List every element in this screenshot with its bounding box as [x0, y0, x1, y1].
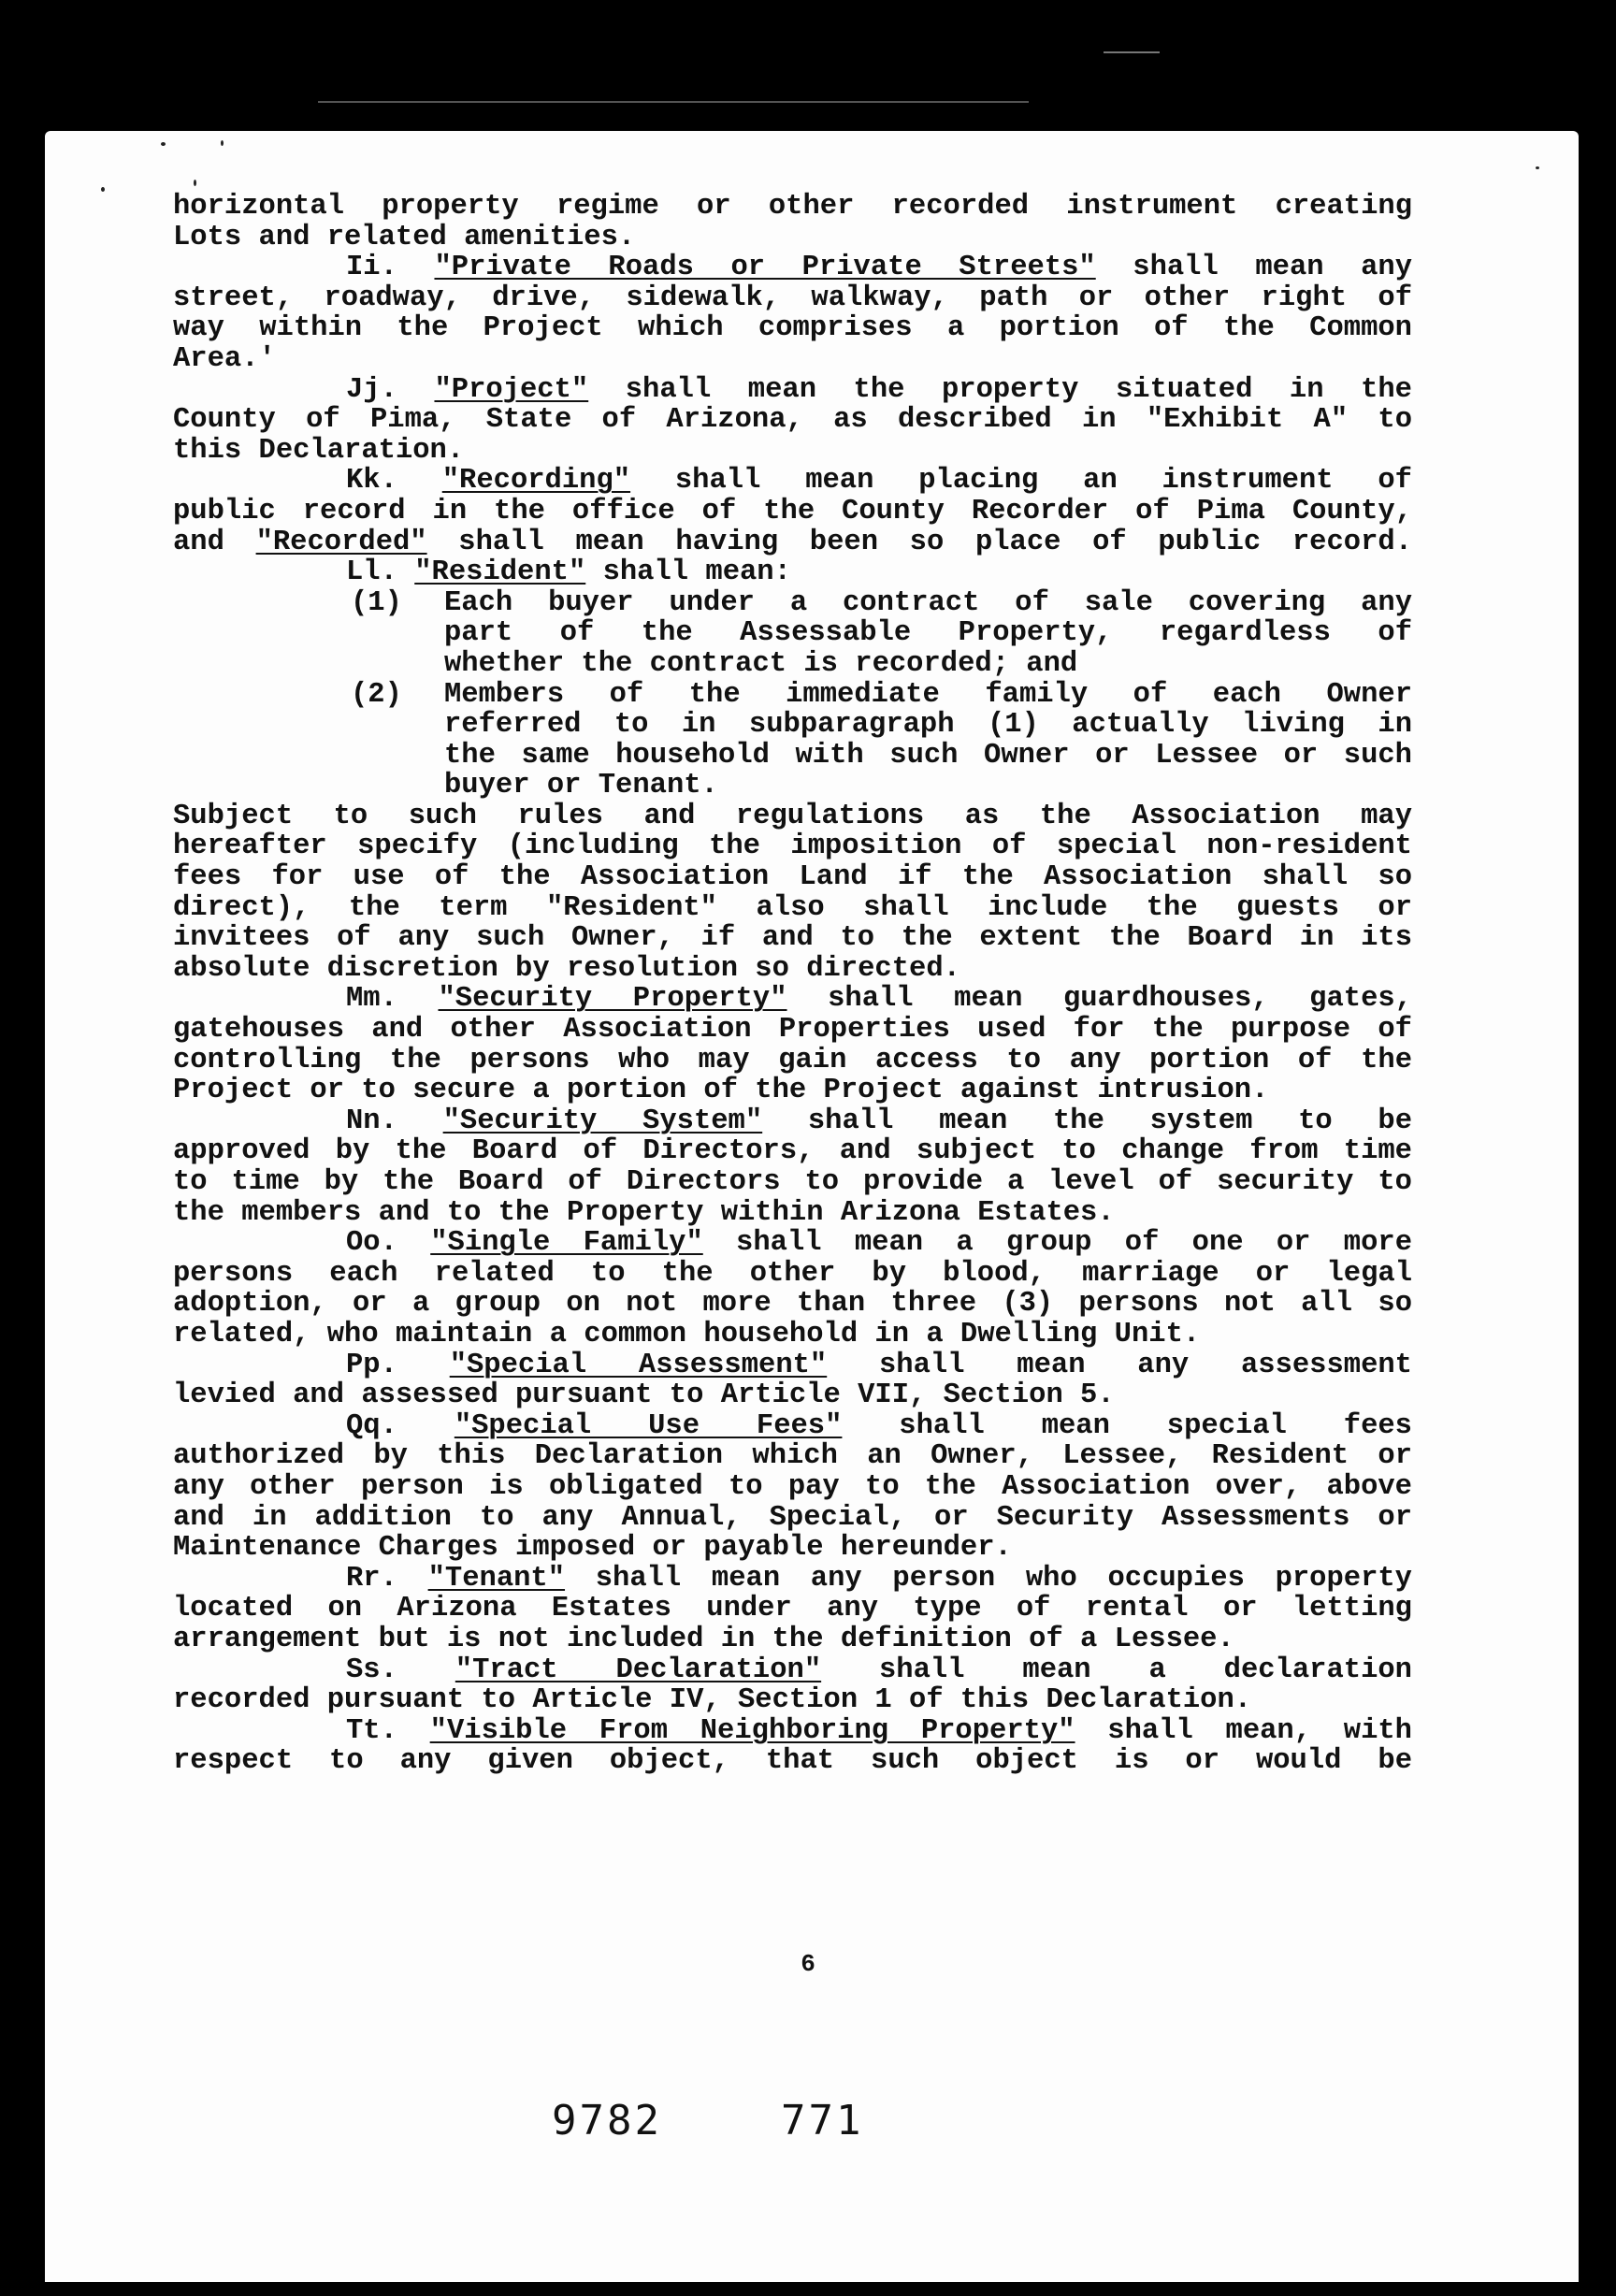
defined-term: "Tenant" [427, 1562, 566, 1595]
text-line: the members and to the Property within Arizona Estates. [173, 1196, 1115, 1229]
scan-speck [161, 142, 166, 146]
defined-term: "Single Family" [430, 1227, 703, 1260]
definition-pp: Pp. "Special Assessment" shall mean any assessment [346, 1349, 1412, 1381]
text-line: absolute discretion by resolution so directed. [173, 952, 960, 985]
text-line: approved by the Board of Directors, and subject to change from time [173, 1135, 1412, 1168]
text-line: whether the contract is recorded; and [444, 647, 1078, 680]
text-line: public record in the office of the County Recorder of Pima County, [173, 495, 1412, 527]
subparagraph-1: (1) Each buyer under a contract of sale covering any [351, 586, 1412, 619]
text-line: part of the Assessable Property, regardless of [444, 617, 1412, 650]
text-line: recorded pursuant to Article IV, Section 1 of this Declaration. [173, 1684, 1252, 1717]
recording-page-number: 771 [781, 2097, 864, 2144]
scan-speck [101, 187, 105, 192]
defined-term: "Project" [434, 373, 589, 406]
text-line: Lots and related amenities. [173, 221, 636, 253]
text-line: street, roadway, drive, sidewalk, walkway, path or other right of [173, 282, 1412, 314]
defined-term: "Security Property" [438, 983, 787, 1016]
definition-kk: Kk. "Recording" shall mean placing an instrument of [346, 465, 1412, 498]
definition-oo: Oo. "Single Family" shall mean a group of one or more [346, 1227, 1412, 1260]
defined-term: "Tract Declaration" [454, 1653, 822, 1686]
scan-speck [194, 180, 196, 186]
page-number: 6 [801, 1950, 815, 1978]
text-line: to time by the Board of Directors to provide a level of security to [173, 1166, 1412, 1198]
text-line: direct), the term "Resident" also shall include the guests or [173, 891, 1412, 924]
text-line: respect to any given object, that such object is or would be [173, 1745, 1412, 1778]
text-line: horizontal property regime or other recorded instrument creating [173, 191, 1412, 223]
text-line: way within the Project which comprises a portion of the Common [173, 312, 1412, 345]
text-line: County of Pima, State of Arizona, as described in "Exhibit A" to [173, 404, 1412, 437]
definition-ll: Ll. "Resident" shall mean: [346, 556, 791, 589]
defined-term: "Resident" [414, 556, 586, 589]
subparagraph-2: (2) Members of the immediate family of each Owner [351, 678, 1412, 711]
text-line: controlling the persons who may gain access to any portion of the [173, 1044, 1412, 1076]
defined-term: "Special Assessment" [449, 1349, 828, 1381]
text-line: Maintenance Charges imposed or payable hereunder. [173, 1532, 1012, 1565]
text-line: fees for use of the Association Land if the Association shall so [173, 861, 1412, 894]
text-line: Subject to such rules and regulations as the Association may [173, 800, 1412, 832]
definition-mm: Mm. "Security Property" shall mean guardhouses, gates, [346, 983, 1412, 1016]
definition-ii: Ii. "Private Roads or Private Streets" shall mean any [346, 252, 1412, 284]
scan-speck [1536, 166, 1539, 169]
text-line: hereafter specify (including the imposition of special non-resident [173, 830, 1412, 863]
text-line: gatehouses and other Association Properties used for the purpose of [173, 1014, 1412, 1047]
definition-tt: Tt. "Visible From Neighboring Property" shall mean, with [346, 1714, 1412, 1747]
defined-term: "Visible From Neighboring Property" [429, 1714, 1075, 1747]
text-line: persons each related to the other by blood, marriage or legal [173, 1257, 1412, 1290]
text-line: any other person is obligated to pay to the Association over, above [173, 1470, 1412, 1503]
text-line: arrangement but is not included in the definition of a Lessee. [173, 1623, 1234, 1655]
definition-nn: Nn. "Security System" shall mean the system to be [346, 1105, 1412, 1137]
text-line: adoption, or a group on not more than three (3) persons not all so [173, 1288, 1412, 1321]
text-line: and "Recorded" shall mean having been so place of public record. [173, 526, 1412, 558]
scan-border-artifact [318, 101, 1029, 103]
defined-term: "Private Roads or Private Streets" [434, 252, 1096, 284]
text-line: levied and assessed pursuant to Article VII, Section 5. [173, 1379, 1115, 1412]
document-body [173, 192, 1412, 1777]
scan-border-artifact [1104, 51, 1160, 53]
text-line: related, who maintain a common household in a Dwelling Unit. [173, 1318, 1201, 1350]
text-line: Project or to secure a portion of the Project against intrusion. [173, 1075, 1269, 1107]
text-line: referred to in subparagraph (1) actually living in [444, 709, 1412, 742]
definition-rr: Rr. "Tenant" shall mean any person who occupies property [346, 1562, 1412, 1595]
scan-speck [221, 140, 224, 146]
defined-term: "Security System" [442, 1105, 763, 1137]
recording-book-number: 9782 [552, 2097, 662, 2144]
definition-ss: Ss. "Tract Declaration" shall mean a declaration [346, 1653, 1412, 1686]
definition-jj: Jj. "Project" shall mean the property situated in the [346, 373, 1412, 406]
text-line: buyer or Tenant. [444, 770, 718, 802]
text-line: and in addition to any Annual, Special, or Security Assessments or [173, 1501, 1412, 1534]
text-line: Area.' [173, 342, 276, 375]
text-line: located on Arizona Estates under any type of rental or letting [173, 1593, 1412, 1625]
defined-term: "Special Use Fees" [454, 1409, 843, 1442]
text-line: the same household with such Owner or Lessee or such [444, 739, 1412, 772]
text-line: authorized by this Declaration which an Owner, Lessee, Resident or [173, 1440, 1412, 1473]
defined-term: "Recording" [441, 465, 631, 498]
text-line: invitees of any such Owner, if and to the extent the Board in its [173, 922, 1412, 955]
defined-term: "Recorded" [255, 526, 427, 558]
definition-qq: Qq. "Special Use Fees" shall mean special fees [346, 1409, 1412, 1442]
text-line: this Declaration. [173, 434, 465, 467]
